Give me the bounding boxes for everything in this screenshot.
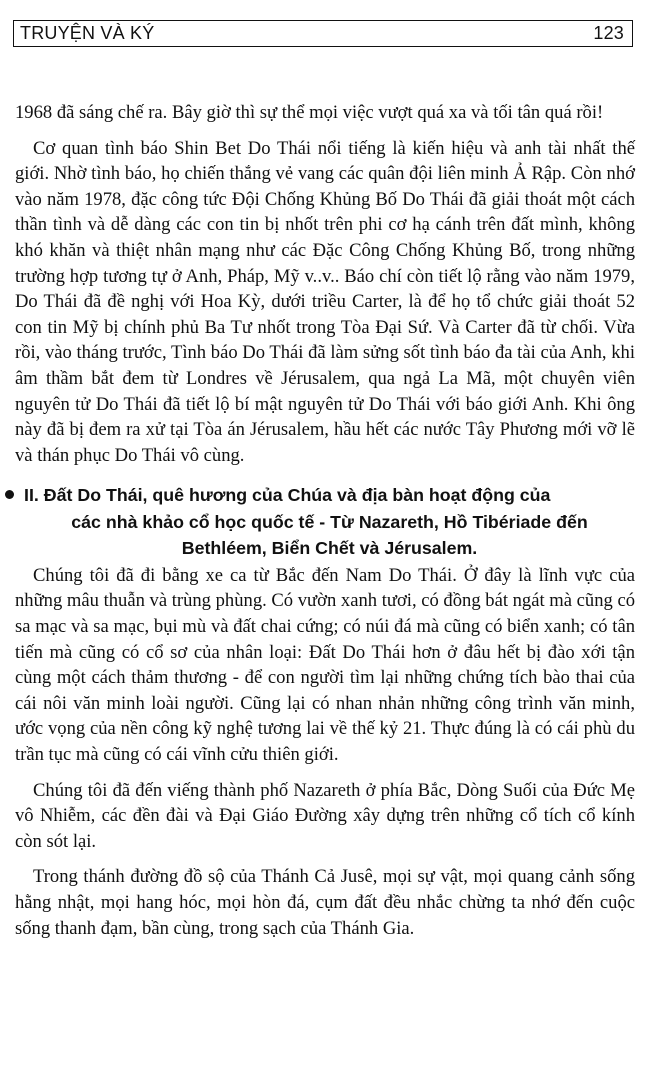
page-number: 123 bbox=[593, 23, 624, 43]
header-title: TRUYỆN VÀ KÝ bbox=[20, 23, 155, 43]
section-heading-line-3: Bethléem, Biển Chết và Jérusalem. bbox=[181, 538, 478, 559]
paragraph-nazareth: Chúng tôi đã đến viếng thành phố Nazareth ở phía Bắc, Dòng Suối của Đức Mẹ vô Nhiễm, các đền đài và Đại Giáo Đường xây dựng trên những cổ tích cổ kính còn sót lại. bbox=[15, 779, 635, 852]
section-heading bbox=[15, 482, 635, 562]
paragraph-thanh-duong: Trong thánh đường đồ sộ của Thánh Cả Jusê, mọi sự vật, mọi quang cảnh sống hằng nhật, mọi hang hóc, mọi hòn đá, cụm đất đều nhắc chừng ta nhớ đến cuộc sống thanh đạm, bần cùng, trong sạch của Thánh Gia. bbox=[15, 866, 635, 939]
body-text bbox=[15, 100, 635, 951]
paragraph-journey: Chúng tôi đã đi bằng xe ca từ Bắc đến Nam Do Thái. Ở đây là lĩnh vực của những mâu thuẫn và trùng phùng. Có vườn xanh tươi, có đồng bát ngát mà cũng có sa mạc và sa mạc, bụi mù và đất chai cứng; có núi đá mà cũng có biển xanh; có tân tiến mà cũng có cổ sơ của nhân loại: Đất Do Thái hơn ở đâu hết bị đào xới tận cùng một cách thảm thương - để con người tìm lại những chứng tích bào thai của cái nôi văn minh loài người. Cũng lại có nhan nhản những công trình văn minh, ước vọng của nền công kỹ nghệ tương lai về thế kỷ 21. Thực đúng là có cái phù du trần tục mà cũng có cái vĩnh cửu thiên giới. bbox=[15, 564, 636, 765]
section-heading-line-1: II. Đất Do Thái, quê hương của Chúa và địa bàn hoạt động của bbox=[24, 485, 551, 506]
running-header bbox=[13, 20, 633, 47]
paragraph-continued: 1968 đã sáng chế ra. Bây giờ thì sự thể mọi việc vượt quá xa và tối tân quá rồi! bbox=[15, 102, 604, 123]
section-heading-line-2: các nhà khảo cổ học quốc tế - Từ Nazareth, Hồ Tibériade đến bbox=[71, 511, 588, 532]
paragraph-shin-bet: Cơ quan tình báo Shin Bet Do Thái nổi tiếng là kiến hiệu và anh tài nhất thế giới. Nhờ tình báo, họ chiến thắng vẻ vang các quân đội liên minh Ả Rập. Còn nhớ vào năm 1978, đặc công tức Đội Chống Khủng Bố Do Thái đã giải thoát một cách thần tình và dễ dàng các con tin bị nhốt trên phi cơ hạ cánh trên đất mình, không khó khăn và thiệt nhân mạng như các Đặc Công Chống Khủng Bố, trong những trường hợp tương tự ở Anh, Pháp, Mỹ v..v.. Báo chí còn tiết lộ rằng vào năm 1979, Do Thái đã đề nghị với Hoa Kỳ, dưới triều Carter, là để họ tổ chức giải thoát 52 con tin Mỹ bị chính phủ Ba Tư nhốt trong Tòa Đại Sứ. Và Carter đã từ chối. Vừa rồi, vào tháng trước, Tình báo Do Thái đã làm sửng sốt tình báo đa tài của Anh, khi âm thầm bắt đem từ Londres về Jérusalem, qua ngả La Mã, một chuyên viên nguyên tử Do Thái đã tiết lộ bí mật nguyên tử Do Thái với báo giới Anh. Khi ông này đã bị đem ra xử tại Tòa án Jérusalem, hầu hết các nước Tây Phương mới vỡ lẽ và thán phục Do Thái vô cùng. bbox=[15, 137, 635, 466]
bullet-icon bbox=[5, 490, 14, 499]
